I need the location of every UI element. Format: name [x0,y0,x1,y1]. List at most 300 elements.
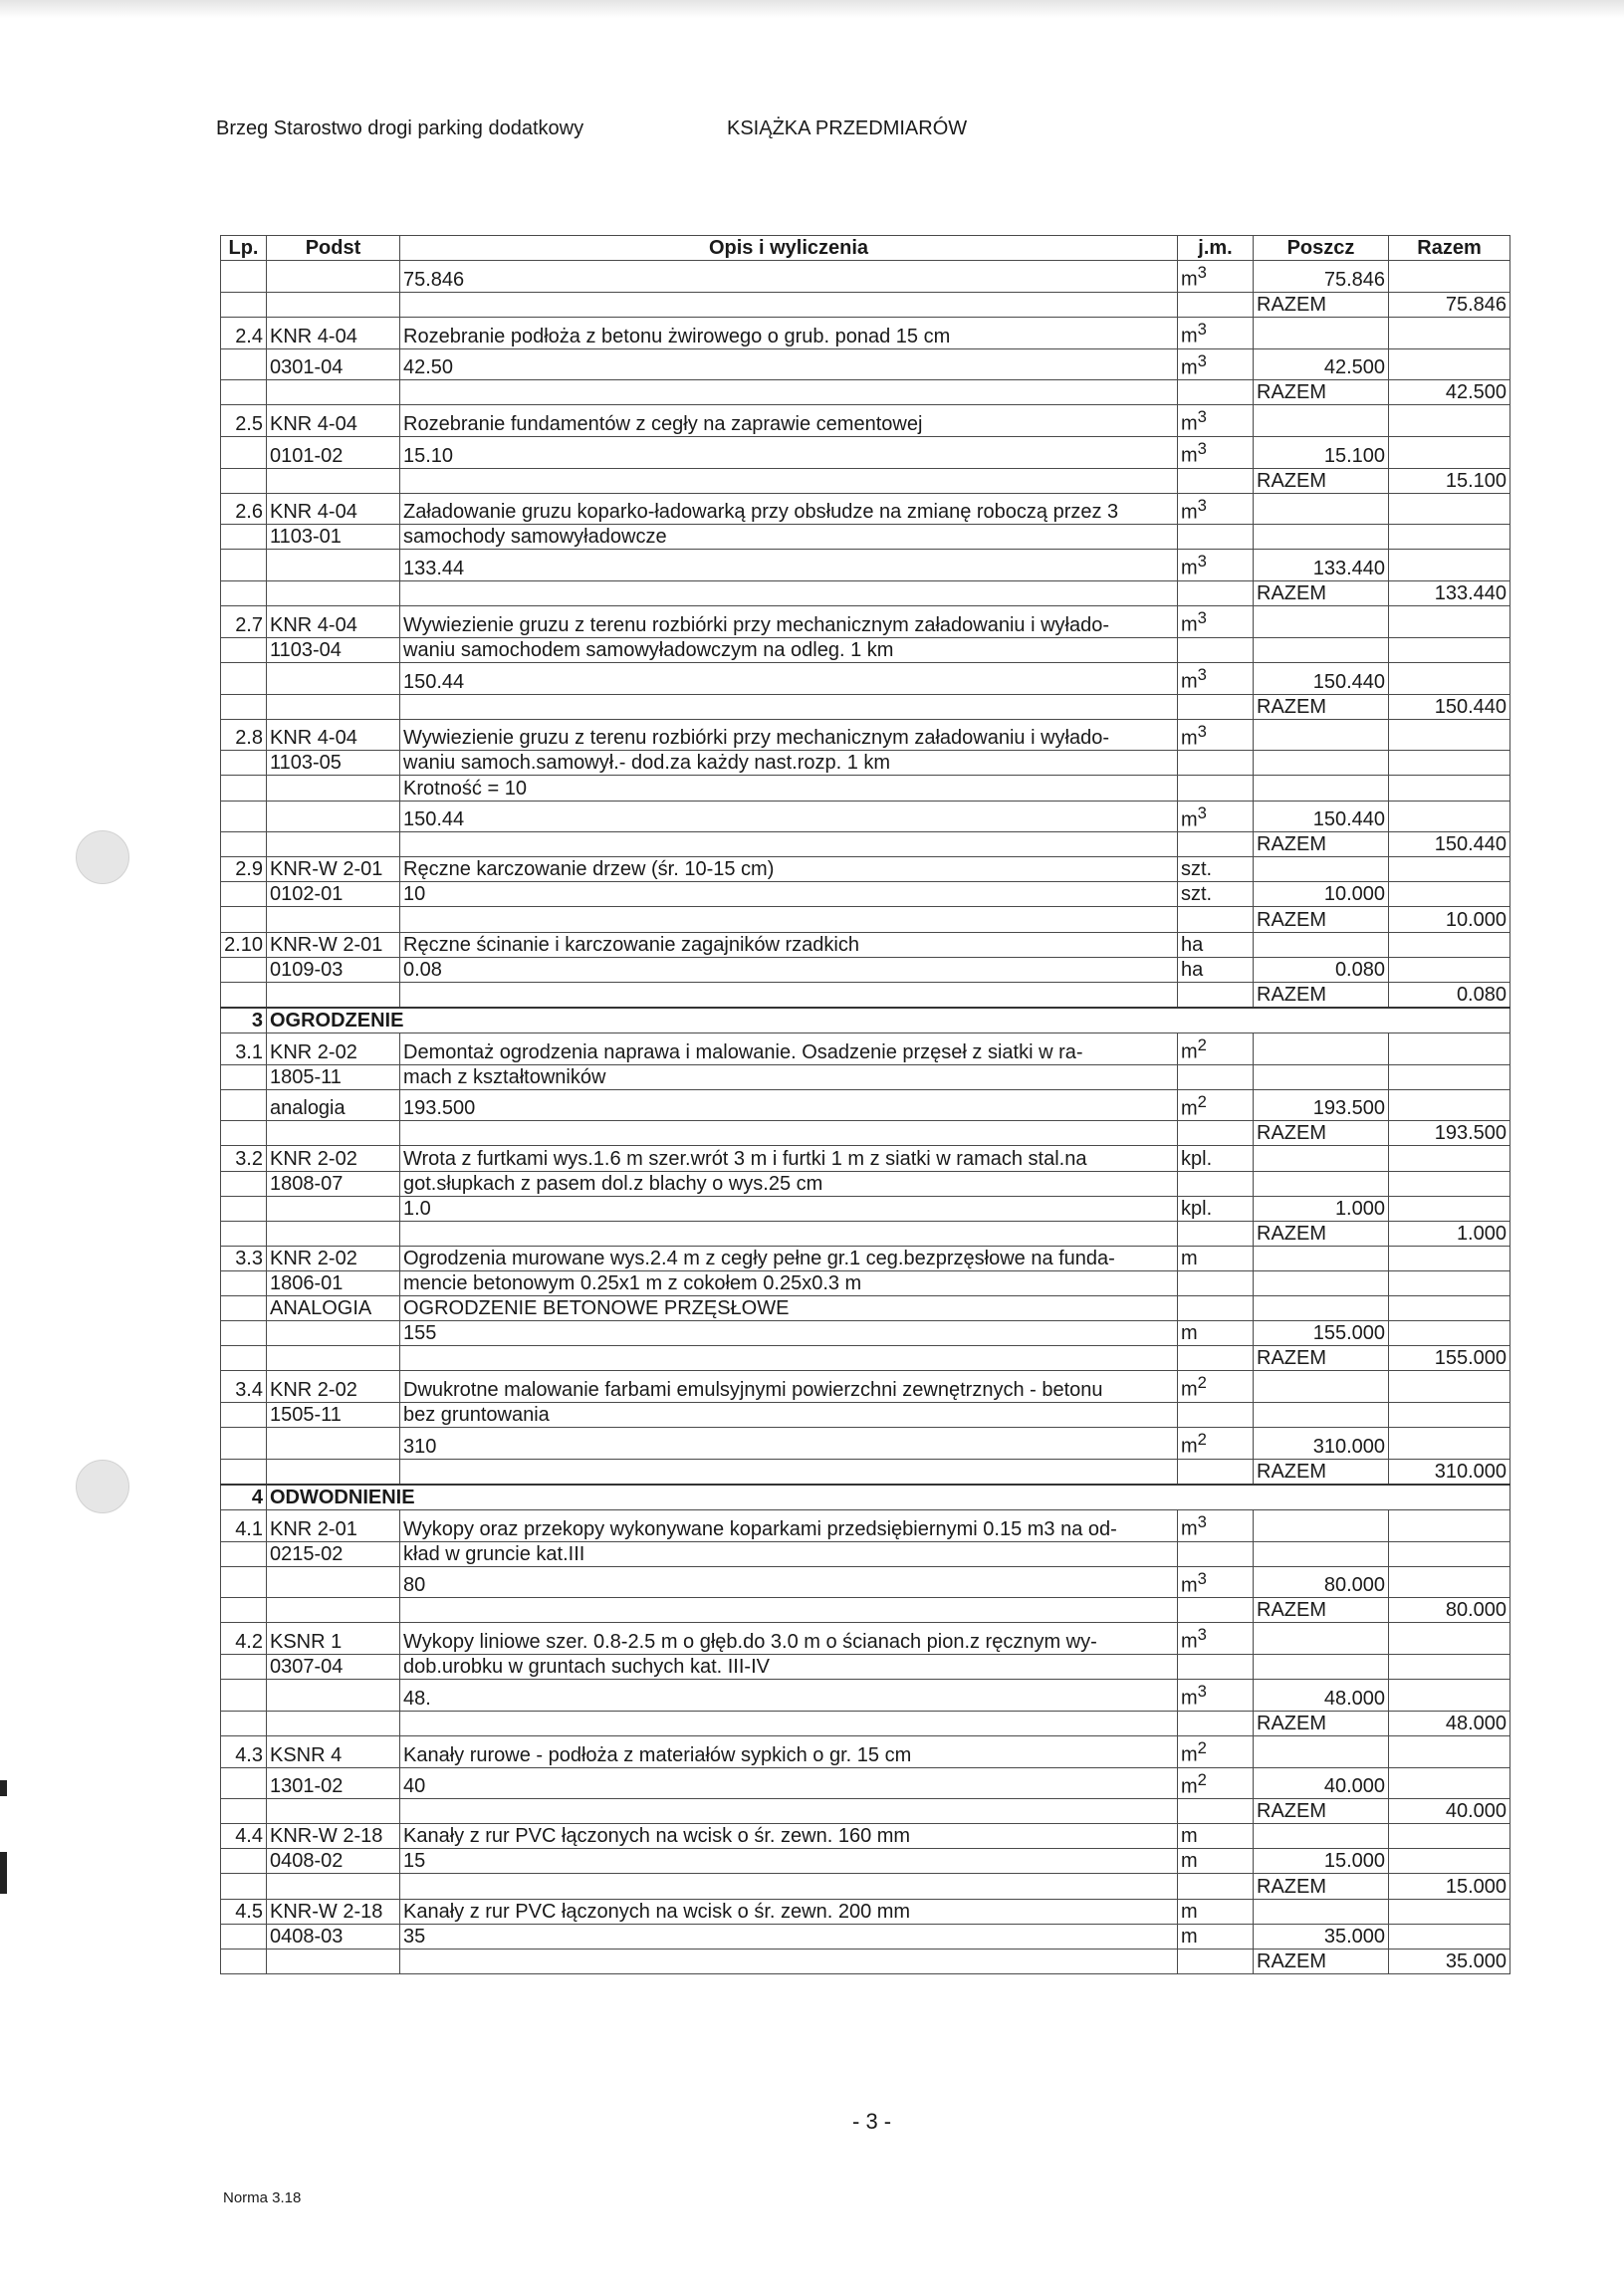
unit-cell: szt. [1178,857,1254,882]
empty-cell [1254,776,1389,801]
table-row [221,801,1510,832]
empty-cell [1254,1246,1389,1270]
description-line: Demontaż ogrodzenia naprawa i malowanie. Osadzenie przęseł z siatki w ra- [400,1033,1178,1064]
empty-cell [221,694,267,719]
unit-exponent: 2 [1197,1737,1207,1757]
basis-code: 0215-02 [267,1541,400,1566]
empty-cell [1178,1121,1254,1146]
unit-base: m [1181,444,1198,467]
empty-cell [1178,1171,1254,1196]
empty-cell [1389,1033,1510,1064]
carry-row [221,261,1510,293]
razem-label: RAZEM [1254,292,1389,317]
empty-cell [400,694,1178,719]
carry-opis: 75.846 [400,261,1178,293]
calculation: 150.44 [400,801,1178,832]
empty-cell [1389,1767,1510,1799]
empty-cell [400,581,1178,606]
basis-code: KNR 2-02 [267,1146,400,1171]
razem-value: 42.500 [1389,380,1510,405]
unit-base: m [1181,325,1198,347]
empty-cell [400,1598,1178,1623]
empty-cell [1254,1146,1389,1171]
empty-cell [1178,832,1254,857]
calculation: 1.0 [400,1196,1178,1221]
empty-cell [1254,637,1389,662]
empty-cell [267,1598,400,1623]
unit-cell [1178,493,1254,525]
razem-row [221,1874,1510,1899]
basis-code: KNR 2-02 [267,1033,400,1064]
empty-cell [1254,1171,1389,1196]
unit-cell [1178,405,1254,437]
empty-cell [221,1849,267,1874]
table-row [221,1196,1510,1221]
empty-cell [1389,1824,1510,1849]
empty-cell [1389,493,1510,525]
razem-label: RAZEM [1254,468,1389,493]
unit-base: m [1181,501,1198,524]
description-line: mach z kształtowników [400,1064,1178,1089]
empty-cell [1178,982,1254,1008]
empty-cell [221,261,267,293]
empty-cell [1389,1246,1510,1270]
basis-code: 0307-04 [267,1655,400,1680]
empty-cell [221,292,267,317]
empty-cell [1389,1295,1510,1320]
unit-base: m [1181,1378,1198,1401]
razem-label: RAZEM [1254,1874,1389,1899]
basis-code: KNR-W 2-18 [267,1824,400,1849]
unit-cell [1178,719,1254,751]
basis-code: KNR 4-04 [267,317,400,348]
unit-cell [1178,261,1254,293]
razem-label: RAZEM [1254,581,1389,606]
empty-cell [400,1949,1178,1973]
razem-value: 80.000 [1389,1598,1510,1623]
unit-exponent: 3 [1197,1568,1207,1588]
empty-cell [221,1270,267,1295]
empty-cell [400,1459,1178,1485]
empty-cell [267,468,400,493]
unit-cell: kpl. [1178,1196,1254,1221]
unit-cell [1178,1089,1254,1121]
partial-amount: 150.440 [1254,662,1389,694]
position-number: 3.3 [221,1246,267,1270]
razem-row [221,982,1510,1008]
empty-cell [1254,606,1389,638]
empty-cell [1254,932,1389,957]
scan-mark [0,1780,7,1796]
unit-cell: szt. [1178,882,1254,907]
partial-amount: 40.000 [1254,1767,1389,1799]
table-row [221,637,1510,662]
table-row [221,405,1510,437]
partial-amount: 0.080 [1254,957,1389,982]
description-line: Wywiezienie gruzu z terenu rozbiórki przy mechanicznym załadowaniu i wyłado- [400,606,1178,638]
description-line: Wrota z furtkami wys.1.6 m szer.wrót 3 m i furtki 1 m z siatki w ramach stal.na [400,1146,1178,1171]
table-row [221,662,1510,694]
unit-exponent: 2 [1197,1769,1207,1789]
empty-cell [267,1221,400,1246]
description-line: Wywiezienie gruzu z terenu rozbiórki przy mechanicznym załadowaniu i wyłado- [400,719,1178,751]
empty-cell [1389,662,1510,694]
position-number: 2.8 [221,719,267,751]
table-row [221,1402,1510,1427]
position-number: 2.5 [221,405,267,437]
unit-base: m [1181,1574,1198,1597]
calculation: 193.500 [400,1089,1178,1121]
position-number: 3.2 [221,1146,267,1171]
unit-cell: m [1178,1924,1254,1949]
description-line: Kanały z rur PVC łączonych na wcisk o śr. zewn. 160 mm [400,1824,1178,1849]
empty-cell [267,292,400,317]
empty-cell [221,1089,267,1121]
table-row [221,1295,1510,1320]
description-line: mencie betonowym 0.25x1 m z cokołem 0.25x0.3 m [400,1270,1178,1295]
unit-cell [1178,1767,1254,1799]
razem-label: RAZEM [1254,1711,1389,1735]
unit-cell [1178,1428,1254,1460]
empty-cell [221,1171,267,1196]
table-row [221,1680,1510,1712]
table-row [221,1246,1510,1270]
empty-cell [1389,1402,1510,1427]
description-line: got.słupkach z pasem dol.z blachy o wys.25 cm [400,1171,1178,1196]
description-line: Dwukrotne malowanie farbami emulsyjnymi powierzchni zewnętrznych - betonu [400,1371,1178,1403]
empty-cell [221,380,267,405]
position-number: 2.6 [221,493,267,525]
basis-code: KNR 2-01 [267,1509,400,1541]
basis-code: 0109-03 [267,957,400,982]
table-header-row [221,236,1510,261]
razem-row [221,694,1510,719]
razem-value: 10.000 [1389,907,1510,932]
razem-label: RAZEM [1254,907,1389,932]
unit-base: m [1181,670,1198,693]
page-number: - 3 - [852,2109,892,2134]
empty-cell [400,982,1178,1008]
empty-cell [221,1655,267,1680]
unit-cell: m [1178,1246,1254,1270]
unit-exponent: 3 [1197,608,1207,628]
software-footer: Norma 3.18 [223,2189,302,2206]
empty-cell [1389,1509,1510,1541]
basis-code: KNR-W 2-01 [267,857,400,882]
razem-value: 75.846 [1389,292,1510,317]
empty-cell [400,1874,1178,1899]
empty-cell [221,1767,267,1799]
project-title: Brzeg Starostwo drogi parking dodatkowy [216,117,584,139]
unit-exponent: 3 [1197,803,1207,822]
razem-value: 133.440 [1389,581,1510,606]
empty-cell [1178,1402,1254,1427]
calculation: 35 [400,1924,1178,1949]
unit-exponent: 3 [1197,495,1207,515]
empty-cell [267,1346,400,1371]
unit-exponent: 3 [1197,552,1207,572]
unit-cell [1178,1371,1254,1403]
table-row [221,1371,1510,1403]
calculation: 133.44 [400,550,1178,581]
empty-cell [1254,1655,1389,1680]
empty-cell [267,1874,400,1899]
empty-cell [1389,637,1510,662]
table-row [221,857,1510,882]
empty-cell [267,1428,400,1460]
empty-cell [1389,1270,1510,1295]
empty-cell [221,1321,267,1346]
empty-cell [1178,525,1254,550]
empty-cell [267,581,400,606]
partial-amount: 193.500 [1254,1089,1389,1121]
razem-row [221,1346,1510,1371]
empty-cell [1389,525,1510,550]
empty-cell [400,380,1178,405]
table-row [221,348,1510,380]
empty-cell [221,882,267,907]
razem-row [221,1711,1510,1735]
partial-amount: 10.000 [1254,882,1389,907]
empty-cell [221,436,267,468]
description-line: bez gruntowania [400,1402,1178,1427]
empty-cell [221,1680,267,1712]
basis-code: 1103-01 [267,525,400,550]
empty-cell [221,1295,267,1320]
empty-cell [221,1598,267,1623]
unit-cell [1178,801,1254,832]
basis-code: KNR 4-04 [267,405,400,437]
description-line: Kanały z rur PVC łączonych na wcisk o śr. zewn. 200 mm [400,1899,1178,1924]
unit-cell [1178,1680,1254,1712]
unit-base: m [1181,356,1198,379]
partial-amount: 155.000 [1254,1321,1389,1346]
empty-cell [221,637,267,662]
table-row [221,1089,1510,1121]
empty-cell [1178,1295,1254,1320]
unit-cell [1178,317,1254,348]
empty-cell [221,1874,267,1899]
empty-cell [1254,1064,1389,1089]
razem-value: 15.000 [1389,1874,1510,1899]
empty-cell [1389,1680,1510,1712]
empty-cell [1254,1033,1389,1064]
description-line: waniu samoch.samowył.- dod.za każdy nast.rozp. 1 km [400,751,1178,776]
empty-cell [221,550,267,581]
position-number: 3.1 [221,1033,267,1064]
basis-code: analogia [267,1089,400,1121]
unit-cell: m [1178,1824,1254,1849]
section-title: ODWODNIENIE [267,1485,1510,1510]
empty-cell [1389,719,1510,751]
table-row [221,1655,1510,1680]
section-title: OGRODZENIE [267,1008,1510,1033]
unit-base: m [1181,1097,1198,1120]
empty-cell [1389,882,1510,907]
table-row [221,1428,1510,1460]
empty-cell [1254,1270,1389,1295]
empty-cell [1178,1598,1254,1623]
empty-cell [1254,1295,1389,1320]
table-row [221,550,1510,581]
empty-cell [221,1428,267,1460]
table-row [221,1566,1510,1598]
unit-exponent: 3 [1197,350,1207,370]
empty-cell [267,1321,400,1346]
basis-code: 0101-02 [267,436,400,468]
unit-base: m [1181,727,1198,750]
position-number: 4.1 [221,1509,267,1541]
table-row [221,1064,1510,1089]
basis-code: KNR 4-04 [267,606,400,638]
calculation: 42.50 [400,348,1178,380]
basis-code: KSNR 1 [267,1623,400,1655]
empty-cell [221,1064,267,1089]
razem-value: 15.100 [1389,468,1510,493]
empty-cell [221,1459,267,1485]
unit-base: m [1181,1040,1198,1063]
book-title: KSIĄŻKA PRZEDMIARÓW [727,117,968,139]
unit-exponent: 3 [1197,1511,1207,1531]
unit-base: m [1181,268,1198,291]
empty-cell [1178,1949,1254,1973]
table-row [221,1824,1510,1849]
table-row [221,932,1510,957]
razem-label: RAZEM [1254,1949,1389,1973]
empty-cell [1389,550,1510,581]
empty-cell [1178,1346,1254,1371]
empty-cell [1178,776,1254,801]
unit-cell: m [1178,1321,1254,1346]
partial-amount: 15.100 [1254,436,1389,468]
empty-cell [267,1799,400,1824]
empty-cell [1254,405,1389,437]
basis-code: 1505-11 [267,1402,400,1427]
position-number: 4.5 [221,1899,267,1924]
razem-label: RAZEM [1254,1459,1389,1485]
empty-cell [1254,719,1389,751]
empty-cell [267,380,400,405]
empty-cell [1389,1541,1510,1566]
unit-cell [1178,1566,1254,1598]
empty-cell [267,1949,400,1973]
razem-row [221,1799,1510,1824]
empty-cell [1254,1824,1389,1849]
empty-cell [1178,1064,1254,1089]
unit-exponent: 3 [1197,721,1207,741]
unit-base: m [1181,412,1198,435]
empty-cell [221,751,267,776]
position-number: 3.4 [221,1371,267,1403]
empty-cell [267,1121,400,1146]
razem-row [221,581,1510,606]
unit-exponent: 3 [1197,1625,1207,1645]
empty-cell [221,1221,267,1246]
razem-value: 1.000 [1389,1221,1510,1246]
razem-label: RAZEM [1254,380,1389,405]
empty-cell [400,907,1178,932]
table-row [221,957,1510,982]
position-number: 4.3 [221,1735,267,1767]
empty-cell [267,550,400,581]
razem-label: RAZEM [1254,982,1389,1008]
basis-code: 1808-07 [267,1171,400,1196]
basis-code: 1301-02 [267,1767,400,1799]
empty-cell [221,348,267,380]
basis-code: 0408-02 [267,1849,400,1874]
unit-base: m [1181,1631,1198,1653]
table-row [221,1146,1510,1171]
basis-code: KSNR 4 [267,1735,400,1767]
razem-label: RAZEM [1254,694,1389,719]
position-number: 4.2 [221,1623,267,1655]
table-row [221,1924,1510,1949]
empty-cell [267,982,400,1008]
table-row [221,317,1510,348]
unit-cell: kpl. [1178,1146,1254,1171]
calculation: 80 [400,1566,1178,1598]
razem-label: RAZEM [1254,1221,1389,1246]
calculation: 40 [400,1767,1178,1799]
description-line: Wykopy liniowe szer. 0.8-2.5 m o głęb.do 3.0 m o ścianach pion.z ręcznym wy- [400,1623,1178,1655]
empty-cell [267,694,400,719]
empty-cell [221,1711,267,1735]
empty-cell [1254,1541,1389,1566]
unit-cell: ha [1178,957,1254,982]
empty-cell [400,1221,1178,1246]
table-row [221,1171,1510,1196]
carry-poszcz: 75.846 [1254,261,1389,293]
empty-cell [1178,292,1254,317]
empty-cell [1254,1509,1389,1541]
unit-cell [1178,436,1254,468]
empty-cell [1254,525,1389,550]
empty-cell [1389,405,1510,437]
empty-cell [1389,1623,1510,1655]
empty-cell [1178,751,1254,776]
empty-cell [1178,1459,1254,1485]
razem-row [221,1949,1510,1973]
basis-code: 1103-05 [267,751,400,776]
empty-cell [1389,1089,1510,1121]
empty-cell [267,261,400,293]
empty-cell [1389,1849,1510,1874]
empty-cell [221,662,267,694]
empty-cell [1389,776,1510,801]
unit-base: m [1181,558,1198,580]
calculation: 48. [400,1680,1178,1712]
empty-cell [221,1196,267,1221]
empty-cell [1389,1924,1510,1949]
section-row [221,1008,1510,1033]
empty-cell [1389,348,1510,380]
unit-cell [1178,348,1254,380]
razem-label: RAZEM [1254,832,1389,857]
partial-amount: 310.000 [1254,1428,1389,1460]
unit-base: m [1181,808,1198,831]
empty-cell [1178,1799,1254,1824]
empty-cell [1389,957,1510,982]
empty-cell [1178,1711,1254,1735]
empty-cell [1178,1270,1254,1295]
empty-cell [1389,1566,1510,1598]
empty-cell [267,907,400,932]
empty-cell [1254,751,1389,776]
razem-row [221,380,1510,405]
empty-cell [221,982,267,1008]
description-line: Wykopy oraz przekopy wykonywane koparkami przedsiębiernymi 0.15 m3 na od- [400,1509,1178,1541]
empty-cell [221,468,267,493]
